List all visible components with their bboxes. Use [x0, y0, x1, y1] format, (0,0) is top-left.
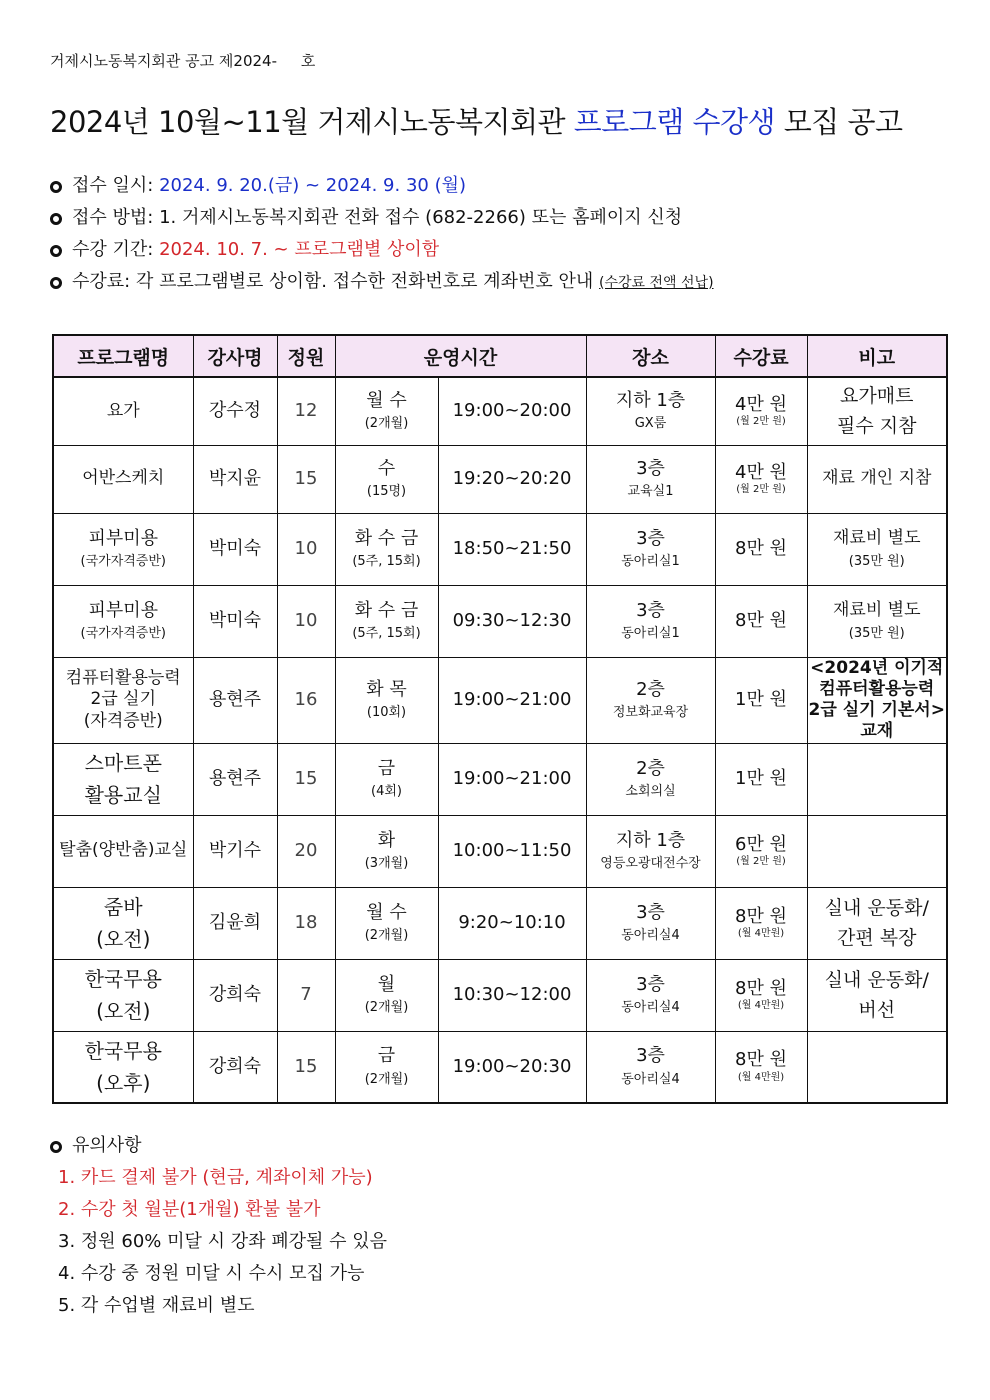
- place-sub: 동아리실4: [621, 928, 680, 944]
- place-cell: [586, 445, 715, 513]
- info-label: 접수 방법:: [72, 207, 160, 228]
- days-sub: (2개월): [364, 928, 409, 944]
- fee-cell: [715, 959, 807, 1031]
- place-value: 3층: [636, 599, 665, 621]
- teacher-cell: [193, 445, 277, 513]
- time-value: 19:00~20:00: [452, 400, 572, 421]
- note-value: 재료 개인 지참: [822, 468, 932, 489]
- place-value: 지하 1층: [615, 829, 686, 851]
- capacity-value: 15: [294, 1055, 318, 1077]
- days-value: 월: [377, 973, 396, 995]
- info-row-method: [50, 202, 714, 234]
- capacity-cell: [277, 743, 335, 815]
- cautions-section: [50, 1130, 387, 1322]
- teacher-name: 박지윤: [208, 467, 262, 489]
- place-value: 2층: [636, 757, 665, 779]
- note-sub: (35만 원): [848, 625, 905, 641]
- days-value: 화 수 금: [354, 527, 419, 549]
- time-value: 19:00~20:30: [452, 1055, 572, 1077]
- capacity-value: 15: [294, 467, 318, 489]
- program-name-sub: (국가자격증반): [80, 626, 166, 642]
- days-cell: [335, 513, 438, 585]
- fee-cell: [715, 815, 807, 887]
- place-sub: 동아리실1: [621, 554, 680, 570]
- place-sub: 동아리실1: [621, 626, 680, 642]
- place-sub: 교육실1: [627, 484, 674, 500]
- caution-item: 3. 정원 60% 미달 시 강좌 폐강될 수 있음: [58, 1231, 387, 1252]
- note-cell: [807, 887, 947, 959]
- days-cell: [335, 377, 438, 445]
- program-name: 피부미용: [88, 599, 159, 621]
- info-list: [50, 170, 714, 298]
- capacity-cell: [277, 959, 335, 1031]
- teacher-cell: [193, 377, 277, 445]
- note-cell: [807, 445, 947, 513]
- time-cell: [438, 657, 586, 743]
- place-value: 지하 1층: [615, 389, 686, 411]
- time-value: 18:50~21:50: [452, 537, 572, 559]
- fee-value: 4만 원: [735, 461, 787, 483]
- time-value: 10:00~11:50: [452, 839, 572, 861]
- fee-value: 8만 원: [735, 905, 787, 927]
- note-cell: [807, 743, 947, 815]
- place-value: 3층: [636, 901, 665, 923]
- info-row-period: [50, 234, 714, 266]
- place-value: 2층: [636, 678, 665, 700]
- time-value: 9:20~10:10: [458, 911, 566, 933]
- note-value: 실내 운동화/ 버선: [824, 968, 929, 1021]
- table-row: [53, 445, 947, 513]
- header-fee: 수강료: [715, 335, 807, 377]
- teacher-name: 강수정: [208, 400, 262, 421]
- page-title: [50, 100, 950, 141]
- caution-item: 4. 수강 중 정원 미달 시 수시 모집 가능: [58, 1263, 365, 1284]
- program-name-cell: [53, 815, 193, 887]
- program-name-cell: [53, 1031, 193, 1103]
- capacity-value: 16: [294, 688, 318, 710]
- teacher-cell: [193, 657, 277, 743]
- days-sub: (15명): [366, 484, 407, 500]
- program-name-cell: [53, 657, 193, 743]
- fee-sub: (월 2만 원): [736, 856, 786, 867]
- table-row: [53, 887, 947, 959]
- info-note: (수강료 전액 선납): [599, 275, 714, 291]
- days-value: 화: [377, 829, 396, 851]
- fee-value: 8만 원: [735, 1049, 787, 1071]
- program-name: 한국무용 (오전): [84, 967, 162, 1023]
- capacity-value: 7: [300, 983, 312, 1005]
- capacity-cell: [277, 1031, 335, 1103]
- days-value: 화 목: [366, 678, 407, 700]
- place-value: 3층: [636, 973, 665, 995]
- table-row: [53, 743, 947, 815]
- days-cell: [335, 657, 438, 743]
- teacher-name: 용현주: [208, 767, 262, 789]
- note-cell: [807, 1031, 947, 1103]
- info-value: 1. 거제시노동복지회관 전화 접수 (682-2266) 또는 홈페이지 신청: [159, 207, 683, 228]
- days-value: 월 수: [366, 389, 407, 411]
- program-name-cell: [53, 743, 193, 815]
- capacity-cell: [277, 887, 335, 959]
- place-cell: [586, 657, 715, 743]
- days-sub: (5주, 15회): [352, 626, 421, 642]
- title-part1: 2024년 10월~11월 거제시노동복지회관: [50, 105, 574, 139]
- capacity-cell: [277, 377, 335, 445]
- place-cell: [586, 959, 715, 1031]
- note-cell: [807, 959, 947, 1031]
- note-value: 재료비 별도: [833, 600, 921, 621]
- fee-value: 4만 원: [735, 393, 787, 415]
- days-cell: [335, 743, 438, 815]
- header-program: 프로그램명: [53, 335, 193, 377]
- note-cell: [807, 815, 947, 887]
- program-name-cell: [53, 377, 193, 445]
- capacity-value: 18: [294, 911, 318, 933]
- days-cell: [335, 445, 438, 513]
- fee-sub: (월 4만원): [737, 1071, 785, 1083]
- place-value: 3층: [636, 457, 665, 479]
- fee-value: 1만 원: [735, 767, 787, 789]
- time-cell: [438, 887, 586, 959]
- fee-cell: [715, 1031, 807, 1103]
- days-sub: (2개월): [364, 416, 409, 432]
- place-cell: [586, 743, 715, 815]
- days-value: 월 수: [366, 901, 407, 923]
- days-value: 금: [377, 757, 396, 779]
- caution-item: 1. 카드 결제 불가 (현금, 계좌이체 가능): [58, 1167, 373, 1188]
- teacher-name: 강희숙: [208, 983, 262, 1005]
- fee-value: 1만 원: [735, 688, 787, 710]
- table-body: [53, 377, 947, 1103]
- program-name: 컴퓨터활용능력 2급 실기 (자격증반): [65, 668, 181, 731]
- time-cell: [438, 1031, 586, 1103]
- program-name-cell: [53, 513, 193, 585]
- days-cell: [335, 815, 438, 887]
- capacity-value: 15: [294, 767, 318, 789]
- header-teacher: 강사명: [193, 335, 277, 377]
- fee-sub: (월 2만 원): [736, 484, 786, 495]
- info-value: 2024. 9. 20.(금) ~ 2024. 9. 30 (월): [159, 175, 467, 196]
- time-value: 09:30~12:30: [452, 609, 572, 631]
- place-cell: [586, 887, 715, 959]
- teacher-cell: [193, 513, 277, 585]
- teacher-cell: [193, 585, 277, 657]
- fee-value: 6만 원: [735, 833, 787, 855]
- info-label: 수강 기간:: [72, 239, 160, 260]
- circle-bullet-icon: [50, 181, 62, 193]
- table-row: [53, 377, 947, 445]
- circle-bullet-icon: [50, 1141, 62, 1153]
- fee-value: 8만 원: [735, 977, 787, 999]
- teacher-cell: [193, 959, 277, 1031]
- note-value: 재료비 별도: [833, 528, 921, 549]
- program-name: 한국무용 (오후): [84, 1038, 162, 1095]
- info-row-date: [50, 170, 714, 202]
- fee-cell: [715, 743, 807, 815]
- teacher-cell: [193, 1031, 277, 1103]
- table-header-row: [53, 335, 947, 377]
- time-cell: [438, 743, 586, 815]
- teacher-name: 강희숙: [208, 1055, 262, 1077]
- note-cell: [807, 377, 947, 445]
- place-value: 3층: [636, 527, 665, 549]
- days-sub: (2개월): [364, 1071, 409, 1087]
- time-value: 19:00~21:00: [452, 767, 572, 789]
- program-name: 스마트폰 활용교실: [84, 751, 162, 807]
- fee-cell: [715, 445, 807, 513]
- place-sub: 동아리실4: [621, 1071, 680, 1087]
- note-cell: [807, 513, 947, 585]
- days-cell: [335, 959, 438, 1031]
- place-cell: [586, 513, 715, 585]
- table-row: [53, 1031, 947, 1103]
- table-row: [53, 657, 947, 743]
- place-sub: 소회의실: [625, 784, 676, 800]
- table-row: [53, 815, 947, 887]
- days-sub: (4회): [371, 784, 402, 800]
- place-sub: 동아리실4: [621, 1000, 680, 1016]
- notice-number: 거제시노동복지회관 공고 제2024- 호: [50, 52, 316, 70]
- fee-sub: (월 4만원): [737, 1000, 785, 1011]
- caution-item: 2. 수강 첫 월분(1개월) 환불 불가: [58, 1199, 321, 1220]
- days-value: 화 수 금: [354, 599, 419, 621]
- capacity-cell: [277, 657, 335, 743]
- program-name: 탈춤(양반춤)교실: [59, 840, 188, 861]
- note-value: <2024년 이기적 컴퓨터활용능력 2급 실기 기본서> 교재: [808, 657, 945, 742]
- teacher-name: 김윤희: [208, 911, 262, 933]
- place-cell: [586, 815, 715, 887]
- days-value: 수: [377, 457, 396, 479]
- fee-value: 8만 원: [735, 537, 787, 559]
- capacity-cell: [277, 445, 335, 513]
- program-name-cell: [53, 887, 193, 959]
- place-sub: GX룸: [634, 416, 667, 432]
- cautions-title-row: [50, 1130, 387, 1162]
- teacher-name: 박기수: [208, 839, 262, 861]
- table-row: [53, 959, 947, 1031]
- table-row: [53, 513, 947, 585]
- info-label: 접수 일시:: [72, 175, 160, 196]
- capacity-cell: [277, 585, 335, 657]
- program-table: [52, 334, 948, 1104]
- time-value: 10:30~12:00: [452, 983, 572, 1005]
- program-name-sub: (국가자격증반): [80, 554, 166, 570]
- time-cell: [438, 445, 586, 513]
- capacity-value: 20: [294, 839, 318, 861]
- time-cell: [438, 513, 586, 585]
- circle-bullet-icon: [50, 277, 62, 289]
- capacity-cell: [277, 513, 335, 585]
- fee-cell: [715, 887, 807, 959]
- days-sub: (10회): [366, 705, 407, 721]
- place-cell: [586, 377, 715, 445]
- program-name: 요가: [106, 400, 140, 421]
- teacher-cell: [193, 743, 277, 815]
- fee-cell: [715, 657, 807, 743]
- header-capacity: 정원: [277, 335, 335, 377]
- note-cell: [807, 585, 947, 657]
- place-sub: 영등오광대전수장: [600, 856, 701, 872]
- info-value: 2024. 10. 7. ~ 프로그램별 상이함: [159, 239, 440, 260]
- time-cell: [438, 585, 586, 657]
- cautions-title: 유의사항: [72, 1135, 142, 1156]
- table-row: [53, 585, 947, 657]
- place-cell: [586, 1031, 715, 1103]
- info-value: 각 프로그램별로 상이함. 접수한 전화번호로 계좌번호 안내: [135, 271, 600, 292]
- note-cell: [807, 657, 947, 743]
- days-cell: [335, 1031, 438, 1103]
- teacher-cell: [193, 887, 277, 959]
- note-sub: (35만 원): [848, 553, 905, 569]
- program-name-cell: [53, 585, 193, 657]
- fee-value: 8만 원: [735, 609, 787, 631]
- time-cell: [438, 377, 586, 445]
- header-note: 비고: [807, 335, 947, 377]
- capacity-value: 10: [294, 537, 318, 559]
- info-row-fee: [50, 266, 714, 298]
- fee-cell: [715, 585, 807, 657]
- place-sub: 정보화교육장: [612, 705, 689, 721]
- place-value: 3층: [636, 1045, 665, 1067]
- days-sub: (2개월): [364, 1000, 409, 1016]
- time-cell: [438, 959, 586, 1031]
- days-cell: [335, 585, 438, 657]
- program-name: 어반스케치: [82, 468, 165, 489]
- days-cell: [335, 887, 438, 959]
- note-value: 실내 운동화/ 간편 복장: [824, 896, 929, 949]
- teacher-name: 박미숙: [208, 537, 262, 559]
- title-part2: 모집 공고: [775, 105, 903, 139]
- caution-item: 5. 각 수업별 재료비 별도: [58, 1295, 255, 1316]
- days-sub: (5주, 15회): [352, 554, 421, 570]
- circle-bullet-icon: [50, 245, 62, 257]
- program-name-cell: [53, 445, 193, 513]
- capacity-cell: [277, 815, 335, 887]
- program-name-cell: [53, 959, 193, 1031]
- program-name: 줌바 (오전): [96, 895, 151, 951]
- program-name: 피부미용: [88, 527, 159, 549]
- time-cell: [438, 815, 586, 887]
- header-place: 장소: [586, 335, 715, 377]
- fee-cell: [715, 513, 807, 585]
- capacity-value: 12: [294, 400, 318, 421]
- days-sub: (3개월): [364, 856, 409, 872]
- place-cell: [586, 585, 715, 657]
- fee-sub: (월 2만 원): [736, 416, 786, 428]
- time-value: 19:00~21:00: [452, 688, 572, 710]
- time-value: 19:20~20:20: [452, 467, 572, 489]
- title-highlight: 프로그램 수강생: [573, 105, 776, 139]
- teacher-cell: [193, 815, 277, 887]
- info-label: 수강료:: [72, 271, 136, 292]
- capacity-value: 10: [294, 609, 318, 631]
- days-value: 금: [377, 1045, 396, 1067]
- circle-bullet-icon: [50, 213, 62, 225]
- fee-sub: (월 4만원): [737, 928, 785, 939]
- teacher-name: 박미숙: [208, 609, 262, 631]
- header-schedule: 운영시간: [335, 335, 586, 377]
- teacher-name: 용현주: [208, 688, 262, 710]
- fee-cell: [715, 377, 807, 445]
- note-value: 요가매트 필수 지참: [837, 384, 917, 438]
